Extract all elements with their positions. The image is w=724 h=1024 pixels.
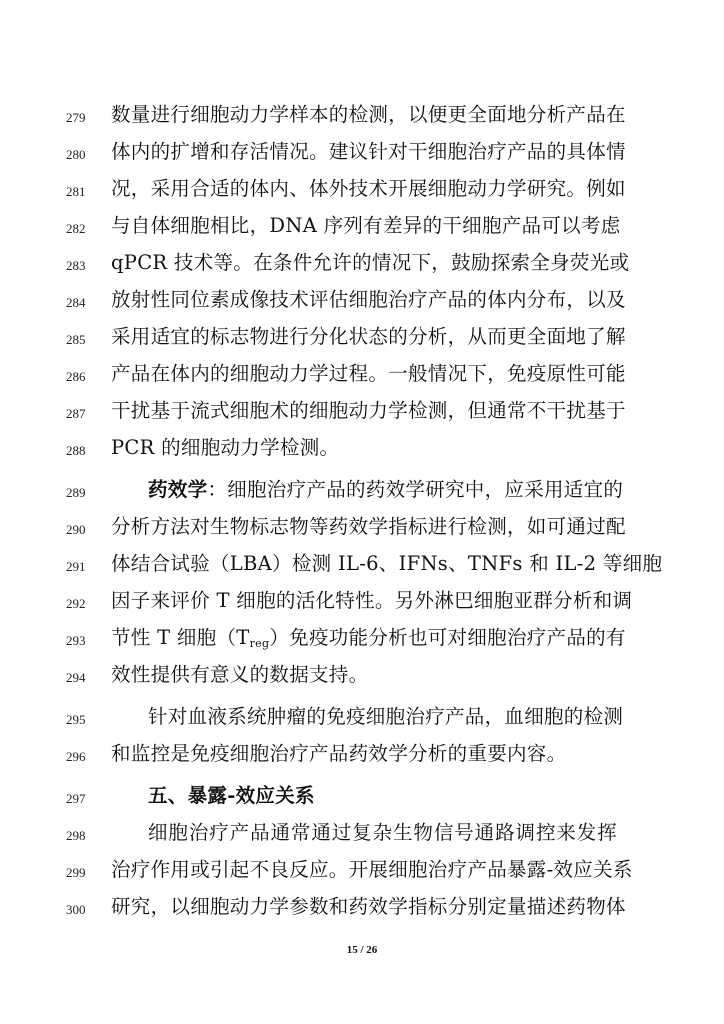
line-number: 294 xyxy=(66,670,86,685)
line-number: 291 xyxy=(66,559,86,574)
text-line xyxy=(0,354,724,394)
line-text: 和监控是免疫细胞治疗产品药效学分析的重要内容。 xyxy=(111,742,567,765)
text-line xyxy=(0,391,724,431)
line-number: 296 xyxy=(66,749,86,764)
line-number: 289 xyxy=(66,485,86,500)
line-number: 290 xyxy=(66,522,86,537)
section-heading: 五、暴露-效应关系 xyxy=(148,784,315,807)
line-text xyxy=(148,470,624,510)
line-text: 体结合试验（LBA）检测 IL-6、IFNs、TNFs 和 IL-2 等细胞 xyxy=(111,552,663,575)
line-text: PCR 的细胞动力学检测。 xyxy=(111,436,340,459)
line-number: 299 xyxy=(66,865,86,880)
line-text: 数量进行细胞动力学样本的检测，以便更全面地分析产品在 xyxy=(111,103,626,126)
line-text: 况，采用合适的体内、体外技术开展细胞动力学研究。例如 xyxy=(111,177,626,200)
text-line xyxy=(0,697,724,737)
line-number: 300 xyxy=(66,902,86,917)
line-number: 282 xyxy=(66,221,86,236)
text-line xyxy=(0,618,724,658)
text-line xyxy=(0,544,724,584)
line-text: 放射性同位素成像技术评估细胞治疗产品的体内分布，以及 xyxy=(111,288,626,311)
line-number: 286 xyxy=(66,369,86,384)
page-number: 15 / 26 xyxy=(346,944,378,956)
line-text-rest: ：细胞治疗产品的药效学研究中，应采用适宜的 xyxy=(207,478,624,501)
line-text: 治疗作用或引起不良反应。开展细胞治疗产品暴露-效应关系 xyxy=(111,858,633,881)
text-line xyxy=(0,428,724,468)
text-line xyxy=(0,850,724,890)
line-number: 292 xyxy=(66,596,86,611)
line-number: 293 xyxy=(66,633,86,648)
line-number: 283 xyxy=(66,258,86,273)
text-line xyxy=(0,470,724,510)
text-line xyxy=(0,169,724,209)
line-number: 287 xyxy=(66,406,86,421)
line-text: 采用适宜的标志物进行分化状态的分析，从而更全面地了解 xyxy=(111,325,626,348)
line-text: 分析方法对生物标志物等药效学指标进行检测，如可通过配 xyxy=(111,515,626,538)
line-number: 280 xyxy=(66,147,86,162)
text-line xyxy=(0,206,724,246)
text-line xyxy=(0,655,724,695)
line-number: 284 xyxy=(66,295,86,310)
line-text: 效性提供有意义的数据支持。 xyxy=(111,663,369,686)
line-number: 297 xyxy=(66,791,86,806)
line-text: 与自体细胞相比，DNA 序列有差异的干细胞产品可以考虑 xyxy=(111,214,621,237)
text-line xyxy=(0,95,724,135)
line-text: 针对血液系统肿瘤的免疫细胞治疗产品，血细胞的检测 xyxy=(148,705,624,728)
line-text xyxy=(111,618,626,658)
line-number: 285 xyxy=(66,332,86,347)
text-line xyxy=(0,581,724,621)
line-number: 298 xyxy=(66,828,86,843)
text-line xyxy=(0,280,724,320)
line-text: 因子来评价 T 细胞的活化特性。另外淋巴细胞亚群分析和调 xyxy=(111,589,633,612)
text-line xyxy=(0,243,724,283)
section-lead: 药效学 xyxy=(148,478,208,501)
text-line xyxy=(0,734,724,774)
line-text: 产品在体内的细胞动力学过程。一般情况下，免疫原性可能 xyxy=(111,362,626,385)
line-text-rest: ）免疫功能分析也可对细胞治疗产品的有 xyxy=(269,626,626,649)
line-text: qPCR 技术等。在条件允许的情况下，鼓励探索全身荧光或 xyxy=(111,251,630,274)
line-text: 细胞治疗产品通常通过复杂生物信号通路调控来发挥 xyxy=(148,821,617,844)
subscript: reg xyxy=(249,637,270,650)
text-line xyxy=(0,887,724,927)
text-line xyxy=(0,317,724,357)
line-number: 279 xyxy=(66,110,86,125)
section-heading-line xyxy=(0,776,724,816)
text-line xyxy=(0,813,724,853)
line-text: 体内的扩增和存活情况。建议针对干细胞治疗产品的具体情 xyxy=(111,140,626,163)
line-text: 干扰基于流式细胞术的细胞动力学检测，但通常不干扰基于 xyxy=(111,399,626,422)
line-number: 281 xyxy=(66,184,86,199)
line-number: 288 xyxy=(66,443,86,458)
text-line xyxy=(0,507,724,547)
text-line xyxy=(0,132,724,172)
line-number: 295 xyxy=(66,712,86,727)
line-text-pre: 节性 T 细胞（T xyxy=(111,626,250,649)
line-text: 研究，以细胞动力学参数和药效学指标分别定量描述药物体 xyxy=(111,895,626,918)
